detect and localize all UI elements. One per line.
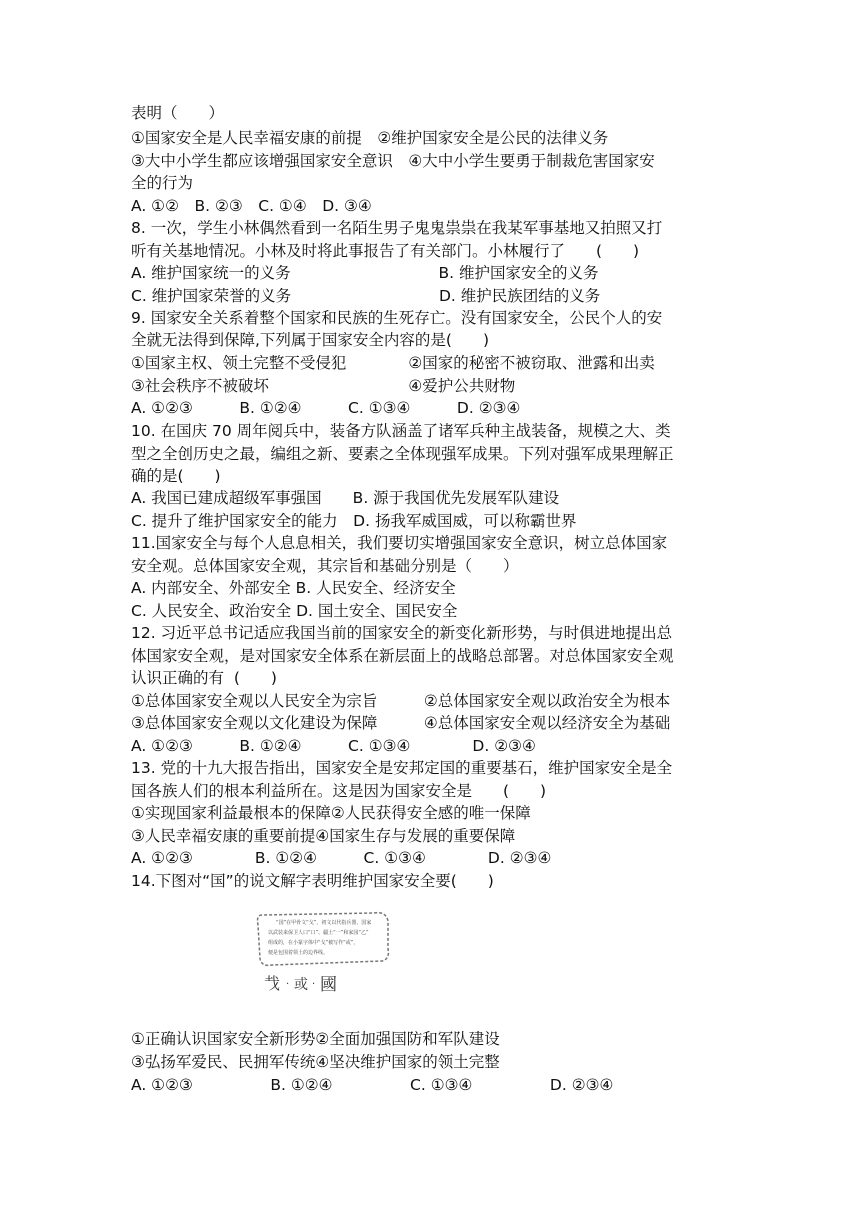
text-line: 12. 习近平总书记适应我国当前的国家安全的新变化新形势，与时俱进地提出总 (131, 624, 673, 642)
text-line: 13. 党的十九大报告指出，国家安全是安邦定国的重要基石，维护国家安全是全 (131, 759, 673, 777)
text-line: ①实现国家利益最根本的保障②人民获得安全感的唯一保障 (131, 804, 531, 822)
text-line: ①国家安全是人民幸福安康的前提 ②维护国家安全是公民的法律义务 (131, 129, 609, 147)
guo-character-illustration (254, 907, 394, 997)
bubble-text-line: “国”在甲骨文“戈”，初文以代指兵器，国家 (276, 920, 372, 926)
text-line: A. ①②③ B. ①②④ C. ①③④ D. ②③④ (131, 1076, 614, 1094)
text-line: C. 提升了维护国家安全的能力 D. 扬我军威国威，可以称霸世界 (131, 512, 577, 530)
text-line: A. ①② B. ②③ C. ①④ D. ③④ (131, 197, 372, 215)
text-line: 听有关基地情况。小林及时将此事报告了有关部门。小林履行了 ( ) (131, 242, 640, 260)
text-line: A. 内部安全、外部安全 B. 人民安全、经济安全 (131, 579, 456, 597)
bubble-text-line: 组成的，在小篆字体中“戈”被写作“或”， (268, 940, 359, 946)
text-line: 表明（ ） (131, 104, 225, 122)
text-line: ③总体国家安全观以文化建设为保障 ④总体国家安全观以经济安全为基础 (131, 714, 671, 732)
text-line: C. 维护国家荣誉的义务 D. 维护民族团结的义务 (131, 287, 601, 305)
text-line: 11.国家安全与每个人息息相关，我们要切实增强国家安全意识，树立总体国家 (131, 534, 668, 552)
text-line: 9. 国家安全关系着整个国家和民族的生死存亡。没有国家安全，公民个人的安 (131, 309, 663, 327)
text-line: 8. 一次，学生小林偶然看到一名陌生男子鬼鬼祟祟在我某军事基地又拍照又打 (131, 219, 663, 237)
text-line: 国各族人们的根本利益所在。这是因为国家安全是 ( ) (131, 782, 547, 800)
text-line: 型之全创历史之最，编组之新、要素之全体现强军成果。下列对强军成果理解正 (131, 445, 674, 463)
bubble-text-line: 便是包围着领土的边界线。 (268, 950, 329, 956)
glyph-separator: · (312, 979, 316, 990)
text-line: A. 维护国家统一的义务 B. 维护国家安全的义务 (131, 264, 599, 282)
text-line: ③弘扬军爱民、民拥军传统④坚决维护国家的领土完整 (131, 1053, 500, 1071)
text-line: ①总体国家安全观以人民安全为宗旨 ②总体国家安全观以政治安全为根本 (131, 692, 671, 710)
text-line: C. 人民安全、政治安全 D. 国土安全、国民安全 (131, 602, 458, 620)
text-line: 14.下图对“国”的说文解字表明维护国家安全要( ) (131, 872, 494, 890)
glyph-separator: · (286, 979, 290, 990)
text-line: 全就无法得到保障,下列属于国家安全内容的是( ) (131, 331, 490, 349)
text-line: ③大中小学生都应该增强国家安全意识 ④大中小学生要勇于制裁危害国家安 (131, 152, 655, 170)
text-line: 认识正确的有 ( ) (131, 669, 277, 687)
text-line: 确的是( ) (131, 467, 221, 485)
text-line: ①国家主权、领土完整不受侵犯 ②国家的秘密不被窃取、泄露和出卖 (131, 354, 655, 372)
text-line: 10. 在国庆 70 周年阅兵中，装备方队涵盖了诸军兵种主战装备，规模之大、类 (131, 422, 671, 440)
text-line: ③社会秩序不被破坏 ④爱护公共财物 (131, 377, 516, 395)
text-line: ①正确认识国家安全新形势②全面加强国防和军队建设 (131, 1030, 500, 1048)
text-line: A. ①②③ B. ①②④ C. ①③④ D. ②③④ (131, 737, 536, 755)
guo-glyph-traditional: 國 (320, 975, 337, 995)
illustration-svg (254, 907, 394, 997)
guo-glyph-ancient: 𢦏 (264, 974, 281, 993)
text-line: A. ①②③ B. ①②④ C. ①③④ D. ②③④ (131, 399, 521, 417)
text-line: 全的行为 (131, 174, 194, 192)
text-line: A. 我国已建成超级军事强国 B. 源于我国优先发展军队建设 (131, 489, 560, 507)
text-line: 体国家安全观，是对国家安全体系在新层面上的战略总部署。对总体国家安全观 (131, 647, 674, 665)
guo-glyph-huo: 或 (294, 977, 308, 993)
text-line: ③人民幸福安康的重要前提④国家生存与发展的重要保障 (131, 827, 516, 845)
bubble-text-line: 以武装来保卫人口“口”、疆土“一”和家园“乙” (268, 930, 369, 936)
text-line: 安全观。总体国家安全观，其宗旨和基础分别是（ ） (131, 557, 519, 575)
text-line: A. ①②③ B. ①②④ C. ①③④ D. ②③④ (131, 849, 552, 867)
